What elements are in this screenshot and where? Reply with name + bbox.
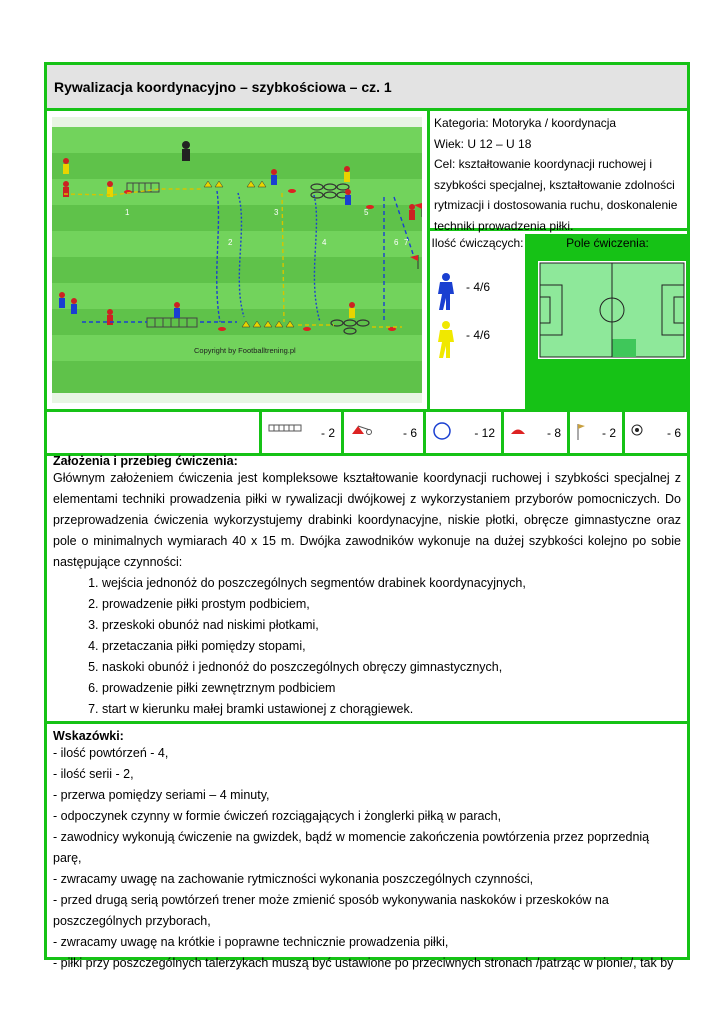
step-item: 1. wejścia jednonóż do poszczególnych segmentów drabinek koordynacyjnych, (102, 573, 681, 594)
equipment-hoop (423, 412, 501, 453)
equipment-count: - 12 (474, 426, 495, 440)
goal-text: Cel: kształtowanie koordynacji ruchowej i szybkości specjalnej, kształtowanie zdolności rytmizacji i dostosowania ruchu, doskonalenie techniki prowadzenia piłki. (434, 157, 678, 233)
description-heading: Założenia i przebieg ćwiczenia: (53, 454, 238, 468)
tip-line: - zwracamy uwagę na krótkie i poprawne technicznie prowadzenia piłki, (53, 935, 449, 949)
equipment-count: - 2 (601, 426, 616, 440)
step-item: 3. przeskoki obunóż nad niskimi płotkami, (102, 615, 681, 636)
step-item: 6. prowadzenie piłki zewnętrznym podbiciem (102, 678, 681, 699)
equipment-ladder (259, 412, 341, 453)
diagram-label: 7 (404, 238, 409, 247)
exercise-sheet (44, 62, 690, 970)
diagram-label: 4 (322, 238, 327, 247)
equipment-count: - 6 (666, 426, 681, 440)
step-item: 2. prowadzenie piłki prostym podbiciem, (102, 594, 681, 615)
hoop-icon (432, 421, 452, 441)
drill-diagram (52, 117, 422, 403)
diagram-label: 6 (394, 238, 399, 247)
equipment-cone (501, 412, 567, 453)
diagram-cell (47, 111, 430, 409)
blue-count: - 4/6 (466, 280, 491, 294)
tips-heading: Wskazówki: (53, 729, 124, 743)
step-item: 7. start w kierunku małej bramki ustawionej z chorągiewek. (102, 699, 681, 720)
equipment-ball (622, 412, 687, 453)
age-text: Wiek: U 12 – U 18 (434, 136, 532, 151)
players-cell (430, 234, 528, 409)
equipment-count: - 8 (546, 426, 561, 440)
title-bar (47, 65, 687, 111)
yellow-count: - 4/6 (466, 328, 491, 342)
pitch-header: Pole ćwiczenia: (566, 236, 649, 250)
tip-line: - ilość powtórzeń - 4, (53, 746, 169, 760)
flag-icon (576, 423, 586, 441)
cone-icon (510, 427, 526, 435)
tip-line: - zwracamy uwagę na zachowanie rytmiczności wykonania poszczególnych czynności, (53, 872, 534, 886)
equipment-row (47, 409, 687, 456)
diagram-label: 3 (274, 208, 279, 217)
category-text: Kategoria: Motoryka / koordynacja (434, 116, 617, 130)
tip-line: - przerwa pomiędzy seriami – 4 minuty, (53, 788, 270, 802)
diagram-copyright: Copyright by Footballtrening.pl (194, 346, 296, 355)
tip-line: - piłki przy poszczególnych talerzykach muszą być ustawione po przeciwnych stronach /patrząc w pionie/, tak by (53, 956, 674, 970)
pitch-cell (528, 234, 687, 409)
tip-line: - przed drugą serią powtórzeń trener może zmienić sposób wykonywania naskoków i przeskoków na poszczególnych przyborach, (53, 893, 609, 928)
page-title: Rywalizacja koordynacyjno – szybkościowa – cz. 1 (54, 79, 392, 95)
tip-line: - ilość serii - 2, (53, 767, 134, 781)
player-yellow-icon (434, 320, 458, 360)
tips-section (47, 727, 687, 970)
description-section (47, 453, 687, 724)
equipment-count: - 6 (402, 426, 417, 440)
diagram-label: 2 (228, 238, 233, 247)
equipment-flag (567, 412, 622, 453)
description-text: Głównym założeniem ćwiczenia jest kompleksowe kształtowanie koordynacji ruchowej i szybkości specjalnej z elementami techniki prowadzenia piłki w rywalizacji dwójkowej z wykorzystaniem przyborów pomocniczych. Do przeprowadzenia ćwiczenia wykorzystujemy drabinki koordynacyjne, niskie płotki, obręcze gimnastyczne oraz pole o minimalnych wymiarach 40 x 15 m. Dwójka zawodników wykonuje na dużej szybkości kolejno po sobie następujące czynności: (53, 471, 681, 569)
hurdle-icon (350, 424, 372, 436)
ball-icon (631, 424, 643, 436)
players-header: Ilość ćwiczących: (431, 236, 524, 250)
player-blue-icon (434, 272, 458, 312)
pitch-diagram (538, 261, 686, 359)
step-item: 5. naskoki obunóż i jednonóż do poszczególnych obręczy gimnastycznych, (102, 657, 681, 678)
diagram-label: 1 (125, 208, 130, 217)
step-item: 4. przetaczania piłki pomiędzy stopami, (102, 636, 681, 657)
equipment-hurdle (341, 412, 423, 453)
equipment-count: - 2 (320, 426, 335, 440)
ladder-icon (268, 424, 302, 432)
meta-info (430, 111, 687, 231)
tip-line: - zawodnicy wykonują ćwiczenie na gwizdek, bądź w momencie zakończenia powtórzenia przez poprzednią parę, (53, 830, 650, 865)
tip-line: - odpoczynek czynny w formie ćwiczeń rozciągających i żonglerki piłką w parach, (53, 809, 502, 823)
diagram-label: 5 (364, 208, 369, 217)
steps-list (53, 573, 681, 720)
